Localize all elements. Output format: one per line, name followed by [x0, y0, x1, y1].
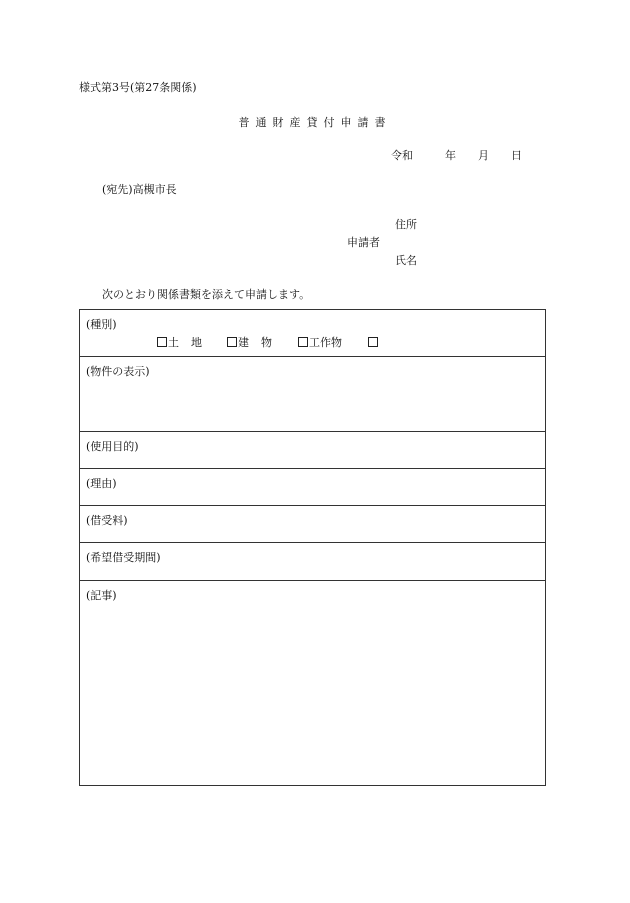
date-year: 年	[445, 149, 456, 162]
date-month: 月	[478, 149, 489, 162]
type-option-building[interactable]	[227, 336, 284, 350]
type-option-label: 土地	[168, 336, 214, 349]
purpose-row[interactable]	[80, 432, 545, 469]
date-day: 日	[511, 149, 522, 162]
date-line	[391, 149, 522, 163]
notes-label: (記事)	[86, 589, 117, 602]
intro-text: 次のとおり関係書類を添えて申請します。	[102, 288, 311, 301]
fee-row[interactable]	[80, 506, 545, 543]
application-table	[79, 309, 546, 786]
type-option-structure[interactable]	[298, 336, 342, 350]
period-label: (希望借受期間)	[86, 551, 161, 564]
address-label: 住所	[395, 218, 417, 231]
period-row[interactable]	[80, 543, 545, 581]
addressee: (宛先)高槻市長	[102, 183, 177, 196]
date-era: 令和	[391, 149, 413, 162]
property-label: (物件の表示)	[86, 365, 150, 378]
type-option-land[interactable]	[157, 336, 214, 350]
purpose-label: (使用目的)	[86, 440, 139, 453]
applicant-label: 申請者	[347, 236, 380, 249]
type-label: (種別)	[86, 318, 117, 331]
type-option-label: 工作物	[309, 336, 342, 349]
checkbox-icon[interactable]	[368, 337, 378, 347]
fee-label: (借受料)	[86, 514, 128, 527]
type-row	[80, 310, 545, 357]
document-title: 普通財産貸付申請書	[238, 116, 392, 129]
property-row[interactable]	[80, 357, 545, 432]
type-option-other[interactable]	[368, 336, 379, 350]
checkbox-icon[interactable]	[298, 337, 308, 347]
reason-label: (理由)	[86, 477, 117, 490]
checkbox-icon[interactable]	[157, 337, 167, 347]
reason-row[interactable]	[80, 469, 545, 506]
form-number: 様式第3号(第27条関係)	[79, 81, 197, 94]
notes-row[interactable]	[80, 581, 545, 785]
type-option-label: 建物	[238, 336, 284, 349]
checkbox-icon[interactable]	[227, 337, 237, 347]
name-label: 氏名	[395, 254, 417, 267]
